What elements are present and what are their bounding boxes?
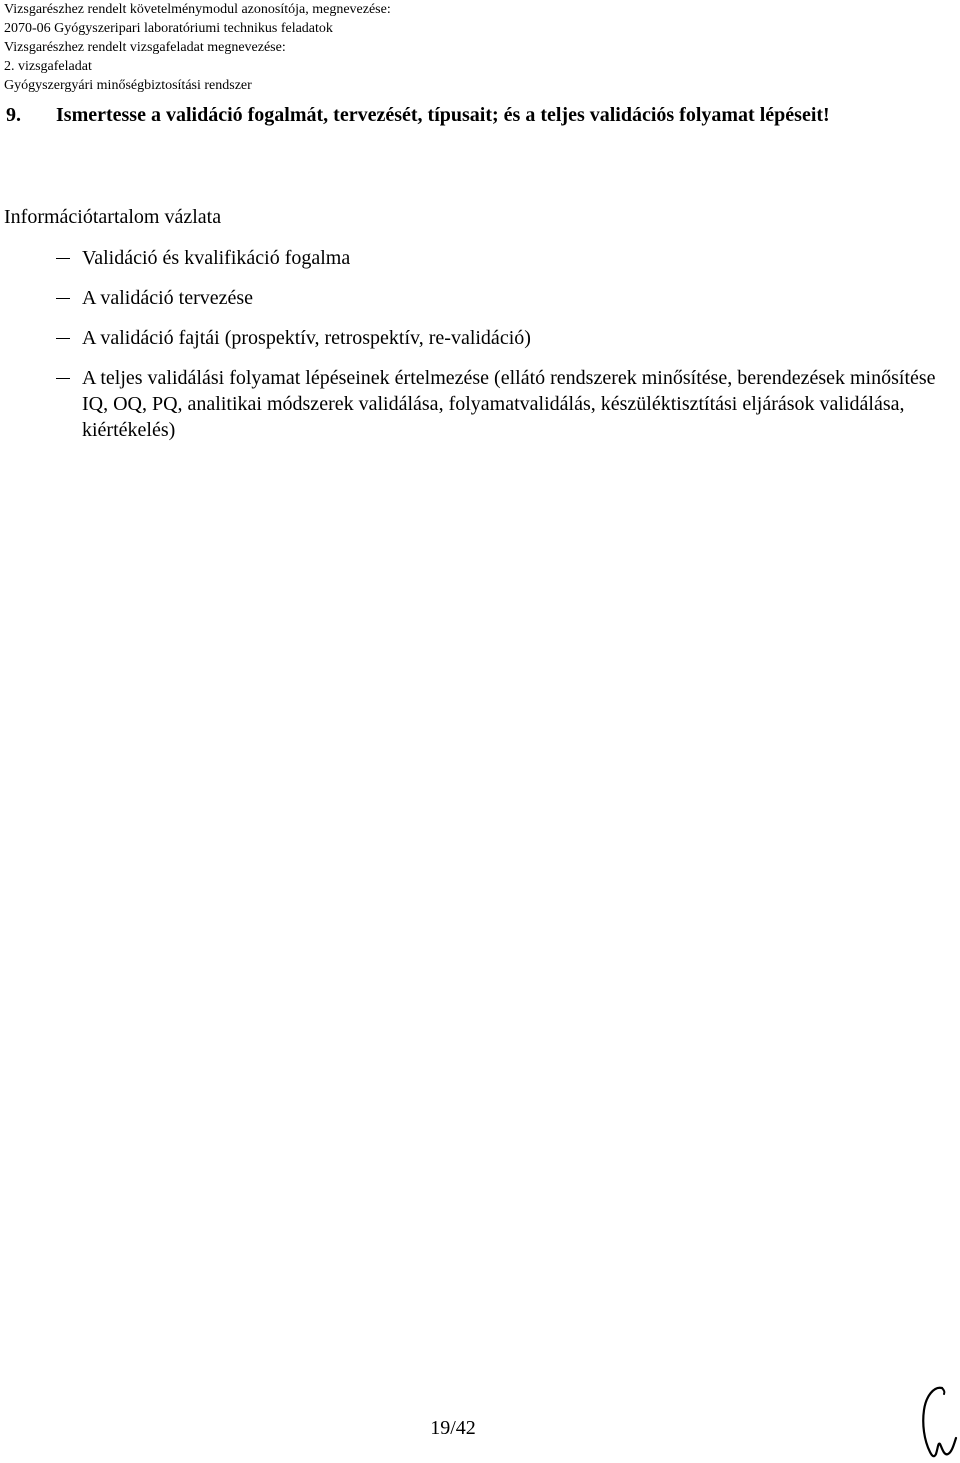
outline-item — [56, 325, 936, 351]
outline-item-text: Validáció és kvalifikáció fogalma — [82, 247, 351, 269]
header-line-module-name: 2070-06 Gyógyszeripari laboratóriumi technikus feladatok — [4, 21, 333, 36]
outline-item — [56, 285, 936, 311]
header-line-task-name: Gyógyszergyári minőségbiztosítási rendszer — [4, 78, 252, 93]
outline-item-text: A validáció fajtái (prospektív, retrospektív, re-validáció) — [82, 327, 531, 349]
question-number: 9. — [6, 104, 21, 126]
outline-list — [56, 245, 936, 457]
dash-bullet-icon — [56, 338, 70, 339]
dash-bullet-icon — [56, 298, 70, 299]
outline-item — [56, 245, 936, 271]
outline-item-text: A validáció tervezése — [82, 287, 254, 309]
dash-bullet-icon — [56, 378, 70, 379]
header-line-task-number: 2. vizsgafeladat — [4, 59, 92, 74]
outline-item — [56, 365, 936, 443]
page-number: 19/42 — [430, 1417, 476, 1439]
question-text: Ismertesse a validáció fogalmát, tervezését, típusait; és a teljes validációs folyamat lépéseit! — [56, 104, 830, 126]
dash-bullet-icon — [56, 258, 70, 259]
header-line-module-label: Vizsgarészhez rendelt követelménymodul azonosítója, megnevezése: — [4, 2, 391, 17]
outline-title: Információtartalom vázlata — [4, 206, 222, 228]
outline-item-text: A teljes validálási folyamat lépéseinek értelmezése (ellátó rendszerek minősítése, berendezések minősítése IQ, OQ, PQ, analitikai módszerek validálása, folyamatvalidálás, készüléktisztítási eljárások validálása, kiértékelés) — [82, 367, 936, 441]
handwritten-signature-icon — [912, 1382, 960, 1460]
header-line-task-label: Vizsgarészhez rendelt vizsgafeladat megnevezése: — [4, 40, 286, 55]
question — [6, 102, 906, 128]
document-header — [4, 0, 904, 95]
